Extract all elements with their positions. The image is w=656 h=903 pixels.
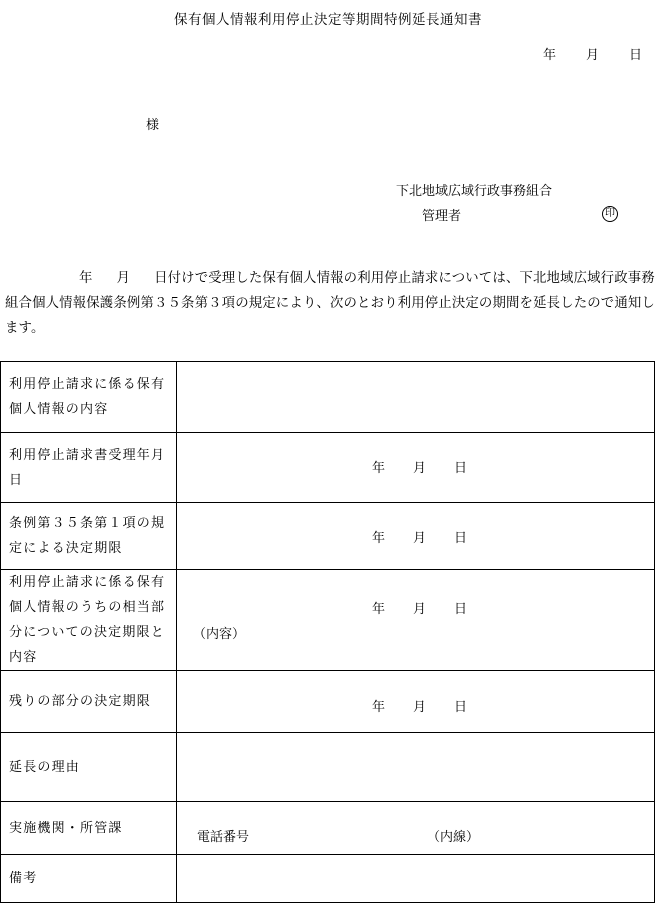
content-label: （内容）: [193, 627, 246, 642]
body-month: 月: [116, 271, 131, 286]
row-value[interactable]: [177, 802, 655, 855]
date-month: 月: [413, 602, 427, 617]
date-field: [372, 598, 467, 617]
row-label: 利用停止請求に係る保有個人情報のうちの相当部分についての決定期限と内容: [1, 570, 177, 671]
date-day: 日: [454, 602, 468, 617]
date-field: [372, 696, 467, 715]
row-label: 延長の理由: [1, 733, 177, 802]
date-year: 年: [372, 700, 386, 715]
date-year: 年: [372, 531, 386, 546]
date-field: [372, 527, 467, 546]
date-month: 月: [413, 461, 427, 476]
date-month: 月: [413, 531, 427, 546]
row-value[interactable]: [177, 503, 655, 570]
date-month: 月: [413, 700, 427, 715]
body-year: 年: [79, 271, 93, 286]
date-day: 日: [454, 531, 468, 546]
table-row: [1, 733, 655, 802]
issue-date-year: 年: [542, 48, 556, 63]
table-row: [1, 671, 655, 733]
row-label: 利用停止請求に係る保有個人情報の内容: [1, 362, 177, 433]
date-year: 年: [372, 602, 386, 617]
notice-body: [5, 266, 655, 341]
body-text: 日付けで受理した保有個人情報の利用停止請求については、下北地域広域行政事務組合個人情報保護条例第３５条第３項の規定により、次のとおり利用停止決定の期間を延長したので通知します。: [5, 271, 655, 336]
table-row: [1, 503, 655, 570]
extension-label: （内線）: [427, 830, 480, 845]
table-row: [1, 433, 655, 503]
row-value[interactable]: [177, 570, 655, 671]
row-label: 備考: [1, 855, 177, 903]
phone-label: 電話番号: [197, 830, 250, 845]
addressee-suffix: 様: [146, 118, 160, 133]
row-value[interactable]: [177, 362, 655, 433]
date-day: 日: [454, 461, 468, 476]
sender-title: 管理者: [422, 209, 462, 224]
extension-details-table: [0, 361, 655, 903]
table-row: [1, 802, 655, 855]
table-row: [1, 855, 655, 903]
sender-organization: 下北地域広域行政事務組合: [396, 184, 553, 199]
table-row: [1, 362, 655, 433]
row-value[interactable]: [177, 733, 655, 802]
row-label: 残りの部分の決定期限: [1, 671, 177, 733]
row-label: 実施機関・所管課: [1, 802, 177, 855]
issue-date-month: 月: [585, 48, 599, 63]
date-day: 日: [454, 700, 468, 715]
table-row: [1, 570, 655, 671]
issue-date-day: 日: [628, 48, 642, 63]
row-label: 条例第３５条第１項の規定による決定期限: [1, 503, 177, 570]
row-value[interactable]: [177, 855, 655, 903]
seal-icon: 印: [602, 206, 618, 222]
row-label: 利用停止請求書受理年月日: [1, 433, 177, 503]
row-value[interactable]: [177, 433, 655, 503]
row-value[interactable]: [177, 671, 655, 733]
document-title: 保有個人情報利用停止決定等期間特例延長通知書: [174, 12, 482, 28]
date-year: 年: [372, 461, 386, 476]
issue-date: [543, 44, 642, 63]
date-field: [372, 457, 467, 476]
seal-mark: [602, 205, 618, 222]
